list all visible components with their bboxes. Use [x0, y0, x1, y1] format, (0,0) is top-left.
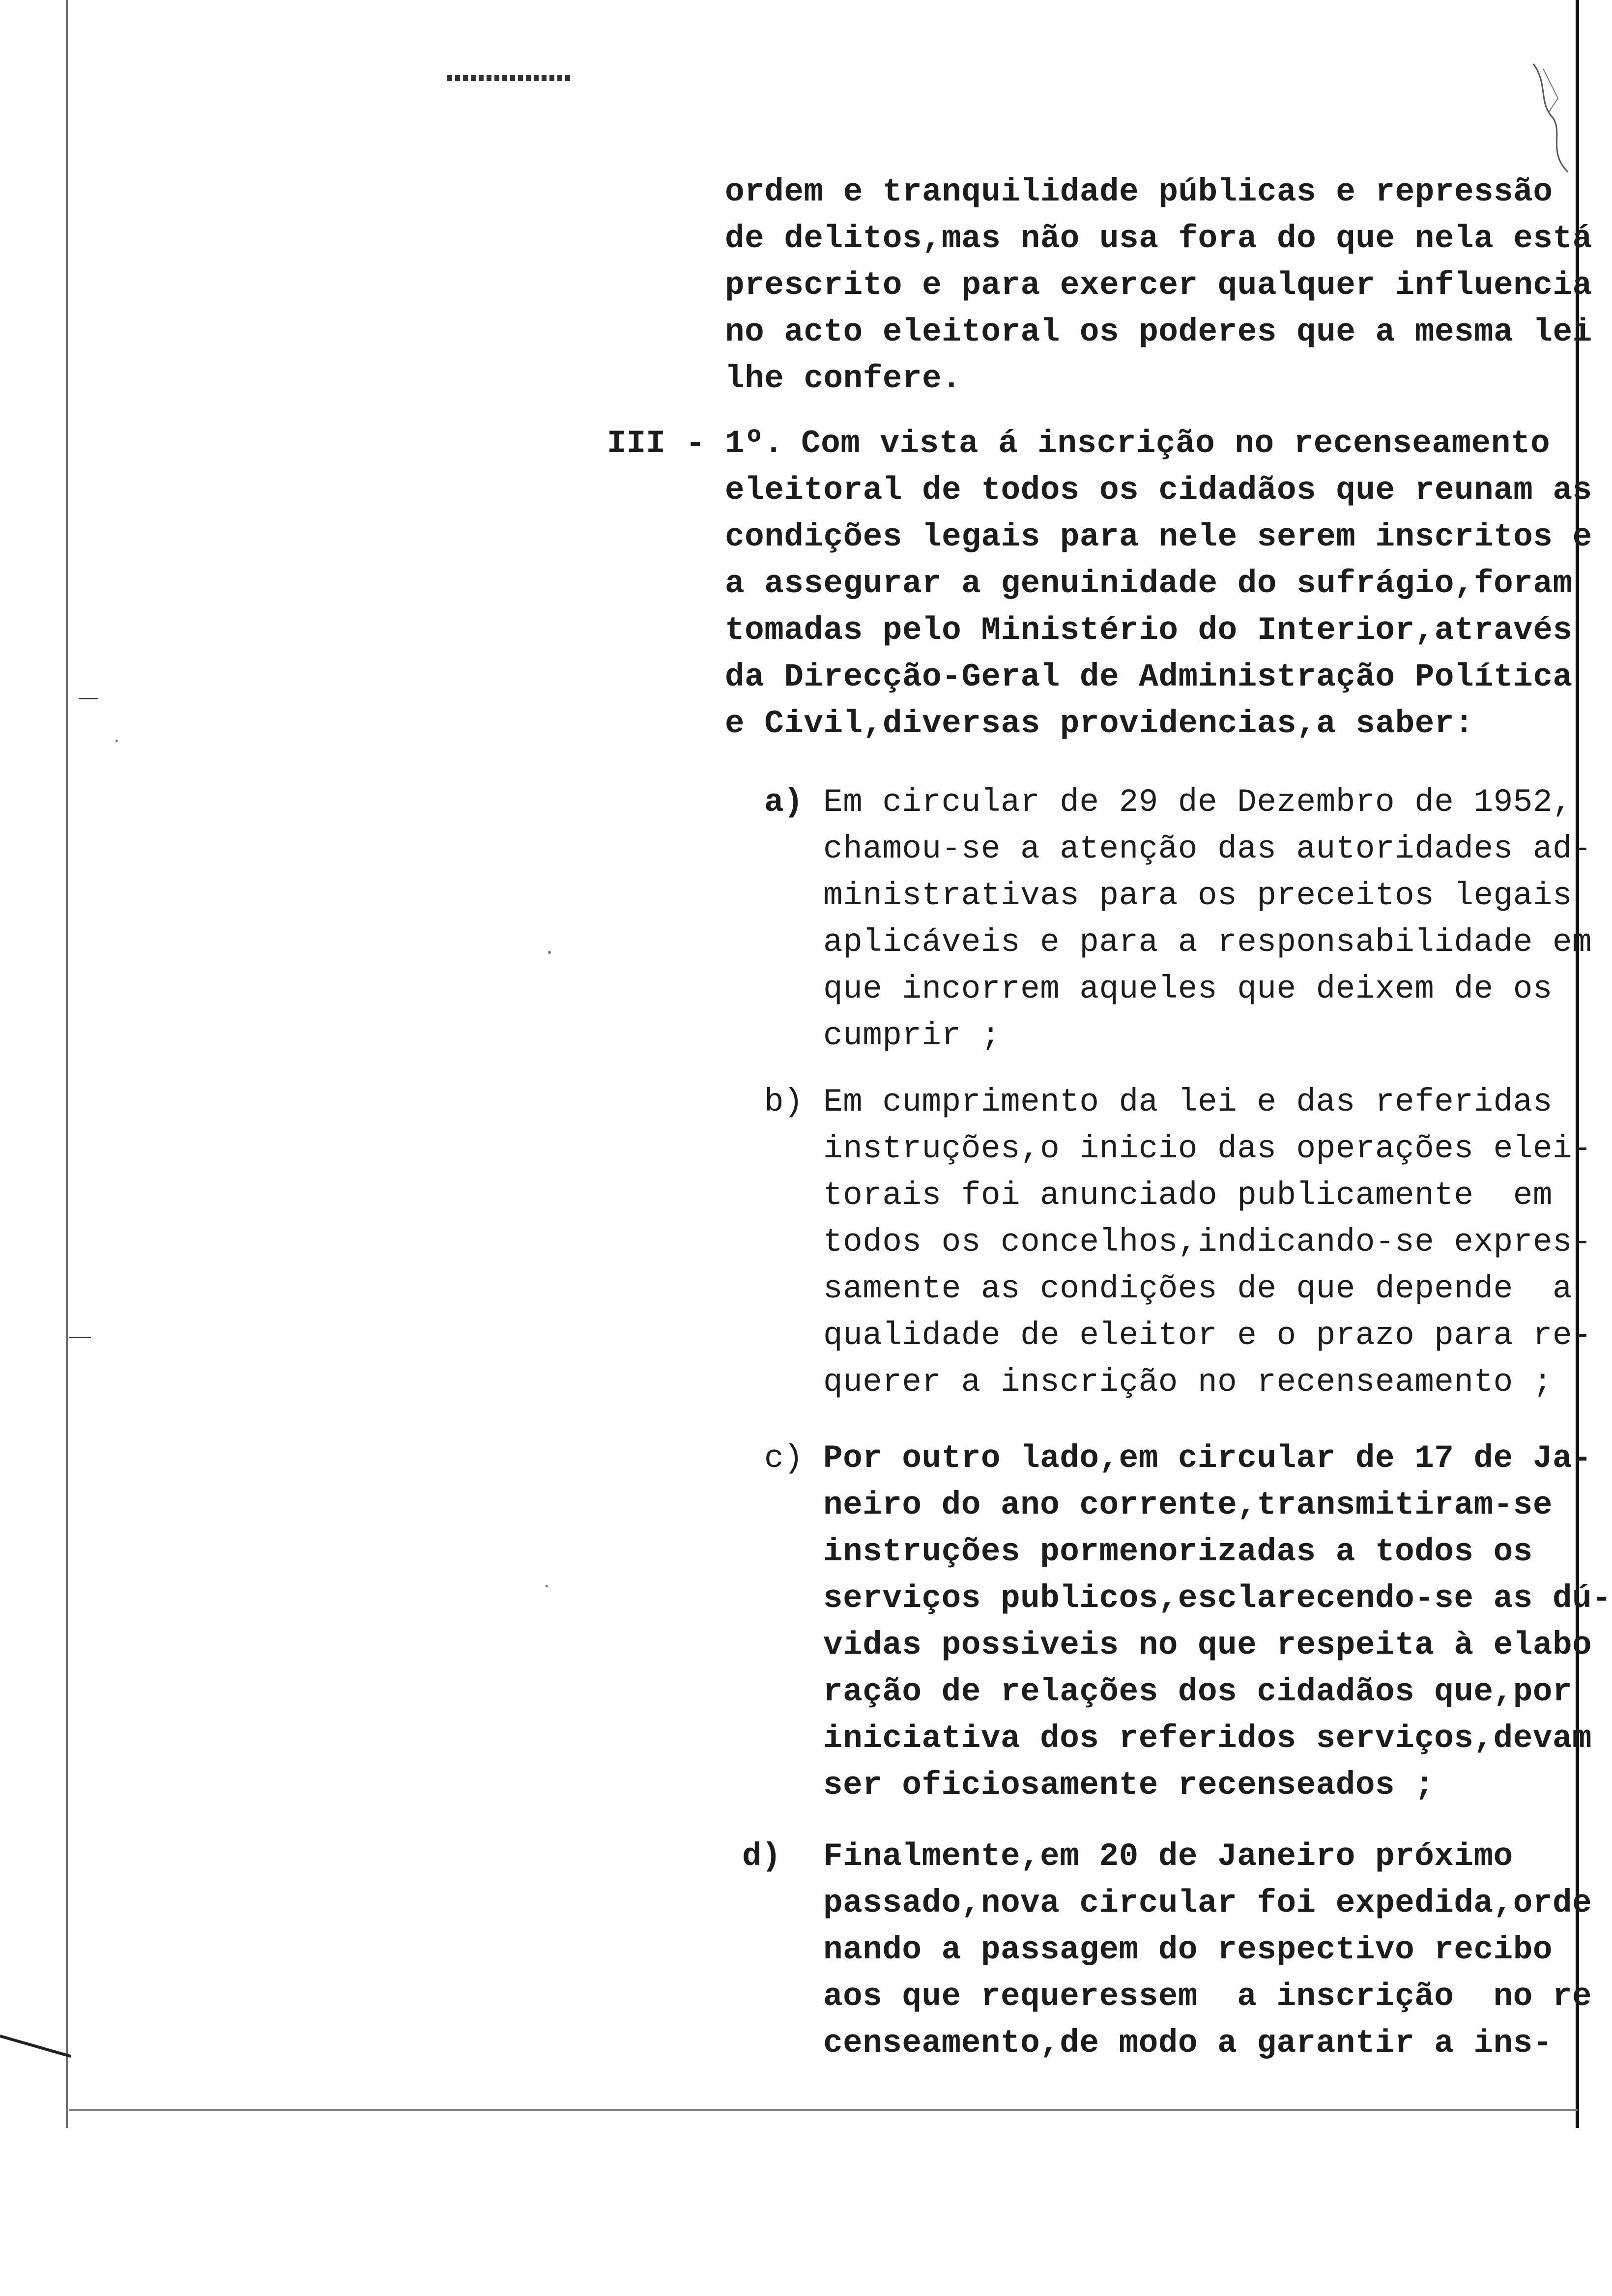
item-c-line: iniciativa dos referidos serviços,devam: [823, 1720, 1592, 1757]
scan-speck: [548, 951, 551, 954]
item-a-line: ministrativas para os preceitos legais: [823, 877, 1573, 914]
item-a-line: chamou-se a atenção das autoridades ad-: [823, 831, 1592, 867]
scan-speck: [115, 740, 118, 742]
item-b-line: samente as condições de que depende a: [823, 1270, 1573, 1307]
item-label-c: c): [764, 1440, 804, 1477]
item-d-line: nando a passagem do respectivo recibo: [823, 1931, 1553, 1968]
item-c-line: ser oficiosamente recenseados ;: [823, 1767, 1435, 1804]
item-c-line: Por outro lado,em circular de 17 de Ja-: [823, 1440, 1592, 1477]
item-a-line: cumprir ;: [823, 1017, 1001, 1054]
corner-pencil-mark: [1519, 54, 1583, 182]
item-label-a: a): [764, 784, 804, 821]
section-line: e Civil,diversas providencias,a saber:: [725, 705, 1474, 742]
scan-speck: [546, 1585, 548, 1587]
item-b-line: Em cumprimento da lei e das referidas: [823, 1084, 1553, 1120]
item-a-line: Em circular de 29 de Dezembro de 1952,: [823, 784, 1573, 821]
item-b-line: qualidade de eleitor e o prazo para re-: [823, 1317, 1592, 1354]
section-first-line: Com vista á inscrição no recenseamento: [801, 425, 1551, 462]
item-d-line: censeamento,de modo a garantir a ins-: [823, 2025, 1553, 2062]
item-c-line: instruções pormenorizadas a todos os: [823, 1533, 1533, 1570]
diagonal-scan-mark: [0, 2035, 71, 2058]
section-line: condições legais para nele serem inscritos e: [725, 518, 1592, 555]
item-b-line: querer a inscrição no recenseamento ;: [823, 1364, 1553, 1401]
item-a-line: que incorrem aqueles que deixem de os: [823, 971, 1553, 1007]
item-a-line: aplicáveis e para a responsabilidade em: [823, 924, 1592, 961]
section-line: eleitoral de todos os cidadãos que reunam as: [725, 472, 1592, 509]
intro-line: ordem e tranquilidade públicas e repressão: [725, 173, 1553, 210]
item-c-line: serviços publicos,esclarecendo-se as dú-: [823, 1580, 1612, 1617]
intro-line: prescrito e para exercer qualquer influencia: [725, 267, 1592, 304]
item-d-line: Finalmente,em 20 de Janeiro próximo: [823, 1838, 1513, 1875]
item-c-line: ração de relações dos cidadãos que,por: [823, 1673, 1573, 1710]
section-line: a assegurar a genuinidade do sufrágio,foram: [725, 565, 1573, 602]
margin-dash: [79, 698, 98, 699]
section-dash: -: [686, 425, 705, 462]
item-d-line: aos que requeressem a inscrição no re: [823, 1978, 1592, 2015]
section-line: da Direcção-Geral de Administração Política: [725, 659, 1573, 695]
item-c-line: vidas possiveis no que respeita à elabo: [823, 1627, 1592, 1664]
intro-line: lhe confere.: [725, 360, 962, 397]
item-b-line: instruções,o inicio das operações elei-: [823, 1130, 1592, 1167]
section-number: 1º.: [725, 425, 783, 462]
section-line: tomadas pelo Ministério do Interior,através: [725, 612, 1573, 649]
bottom-rule: [69, 2109, 1578, 2111]
item-b-line: todos os concelhos,indicando-se expres-: [823, 1224, 1592, 1261]
item-label-b: b): [764, 1084, 804, 1120]
item-label-d: d): [742, 1838, 781, 1875]
item-c-line: neiro do ano corrente,transmitiram-se: [823, 1487, 1553, 1523]
item-b-line: torais foi anunciado publicamente em: [823, 1177, 1553, 1214]
margin-dash: [69, 1337, 91, 1338]
header-smudge: [447, 75, 573, 81]
left-margin-rule: [66, 0, 68, 2128]
intro-line: de delitos,mas não usa fora do que nela está: [725, 220, 1592, 257]
section-numeral: III: [607, 425, 665, 462]
item-d-line: passado,nova circular foi expedida,orde: [823, 1885, 1592, 1922]
intro-line: no acto eleitoral os poderes que a mesma lei: [725, 314, 1592, 350]
